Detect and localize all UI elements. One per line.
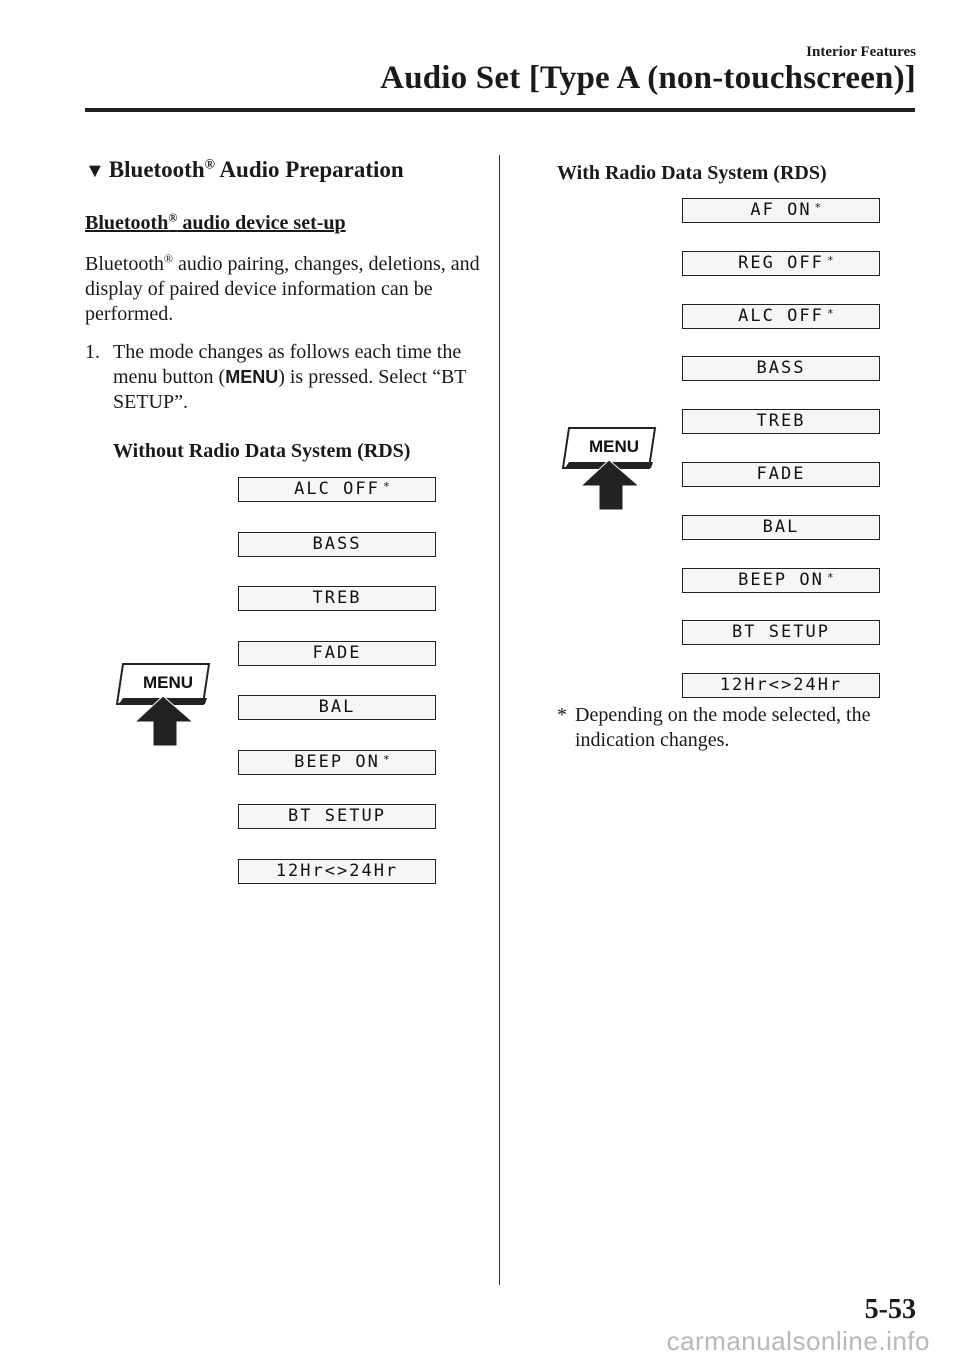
mode-display-item [238, 695, 436, 720]
mode-display-item [238, 641, 436, 666]
mode-display-item [238, 750, 436, 775]
mode-asterisk: * [827, 306, 834, 320]
mode-display-item [682, 198, 880, 223]
footnote-marker: * [557, 704, 567, 726]
mode-label: BEEP ON [294, 751, 380, 772]
registered-mark: ® [163, 251, 174, 266]
subheading-text: Bluetooth [85, 212, 169, 234]
mode-display-item [682, 356, 880, 381]
caption-without-rds: Without Radio Data System (RDS) [113, 440, 411, 462]
step-number: 1. [85, 341, 100, 363]
mode-label: BAL [318, 697, 356, 717]
caption-with-rds: With Radio Data System (RDS) [557, 162, 827, 184]
registered-mark: ® [168, 210, 178, 225]
mode-asterisk: * [383, 480, 390, 493]
mode-label: ALC OFF [294, 479, 380, 499]
mode-asterisk: * [827, 253, 834, 267]
mode-label: BASS [312, 533, 362, 554]
menu-button-label: MENU [142, 673, 194, 692]
step-text [113, 340, 498, 415]
mode-display-item [682, 620, 880, 645]
mode-display-item [238, 859, 436, 884]
mode-display-item [682, 462, 880, 487]
mode-display-item [238, 532, 436, 557]
subheading-suffix: audio device set-up [177, 212, 346, 234]
step-text-b: ) is pressed. Select “BT SETUP”. [113, 366, 467, 413]
mode-display-item [682, 515, 880, 540]
menu-button-icon-right [559, 424, 659, 516]
mode-display-item [682, 251, 880, 276]
mode-label: TREB [756, 411, 806, 432]
step-text-a: The mode changes as follows each time the menu button ( [113, 341, 462, 388]
page-number: 5-53 [864, 1294, 916, 1325]
section-heading-suffix: Audio Preparation [214, 157, 404, 182]
mode-display-item [238, 477, 436, 502]
mode-display-item [238, 804, 436, 829]
footnote-text: Depending on the mode selected, the indication changes. [575, 704, 871, 751]
mode-label: 12Hr<>24Hr [275, 860, 399, 881]
menu-word: MENU [225, 367, 279, 387]
mode-label: BT SETUP [732, 622, 830, 643]
column-divider [499, 155, 500, 1285]
mode-display-item [682, 673, 880, 698]
subheading [85, 212, 346, 235]
header-divider [85, 108, 915, 112]
intro-text-b: audio pairing, changes, deletions, and display of paired device information can be performed. [85, 253, 480, 325]
mode-asterisk: * [814, 201, 822, 214]
mode-label: ALC OFF [738, 305, 824, 326]
section-label: Interior Features [806, 44, 916, 60]
intro-text-a: Bluetooth [85, 253, 164, 275]
mode-label: BAL [762, 516, 800, 537]
mode-display-item [682, 304, 880, 329]
section-heading-text: Bluetooth [108, 157, 205, 182]
mode-label: BT SETUP [288, 806, 386, 826]
mode-label: FADE [756, 464, 806, 484]
mode-asterisk: * [827, 570, 834, 584]
intro-paragraph [85, 252, 485, 327]
mode-display-item [238, 586, 436, 611]
mode-label: 12Hr<>24Hr [719, 675, 843, 696]
menu-button-icon-left [113, 660, 213, 752]
mode-display-item [682, 568, 880, 593]
mode-label: BASS [756, 358, 806, 379]
mode-label: TREB [312, 588, 362, 608]
mode-label: FADE [312, 642, 362, 663]
menu-button-label: MENU [588, 437, 640, 456]
mode-asterisk: * [383, 752, 390, 766]
watermark: carmanualsonline.info [666, 1326, 930, 1356]
section-triangle-icon: ▼ [85, 160, 105, 182]
registered-mark: ® [204, 156, 215, 172]
page-title: Audio Set [Type A (non-touchscreen)] [380, 60, 916, 96]
mode-display-item [682, 409, 880, 434]
mode-label: AF ON [750, 200, 812, 220]
mode-label: REG OFF [738, 252, 824, 273]
section-heading [85, 157, 404, 183]
mode-label: BEEP ON [738, 569, 824, 590]
